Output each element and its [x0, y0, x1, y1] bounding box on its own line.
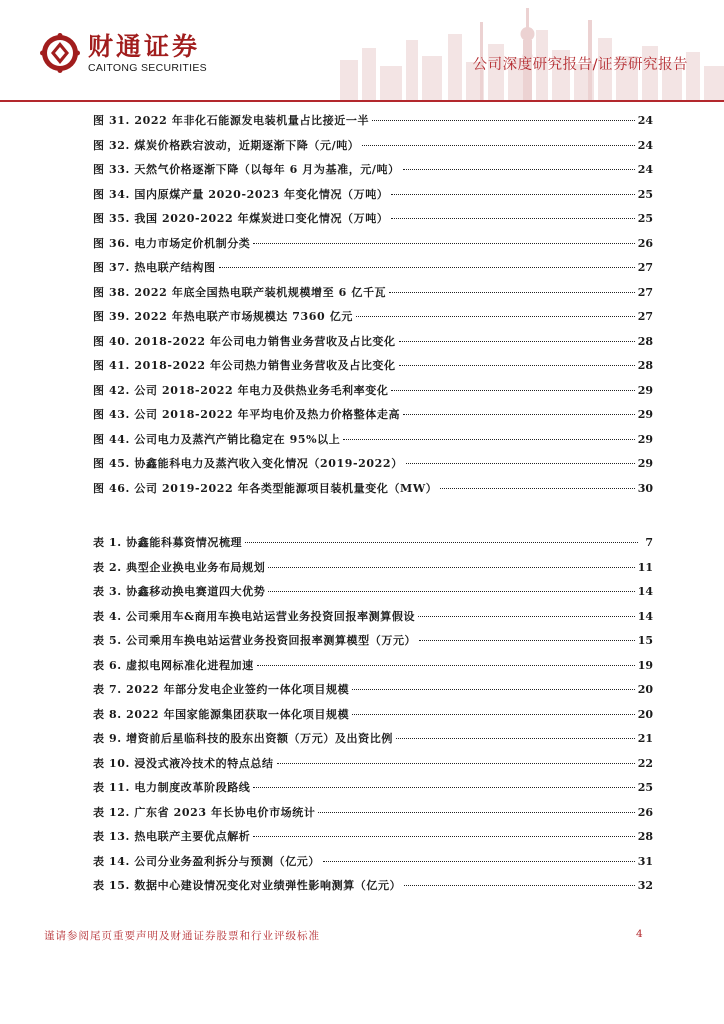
- toc-entry-table[interactable]: [93, 879, 653, 904]
- dot-leader: [343, 439, 634, 440]
- toc-page-number: 29: [637, 408, 653, 421]
- toc-page-number: 28: [637, 830, 653, 843]
- dot-leader: [404, 885, 634, 886]
- dot-leader: [253, 836, 634, 837]
- toc-page-number: 15: [637, 634, 653, 647]
- dot-leader: [356, 316, 635, 317]
- table-index-list: [93, 536, 653, 904]
- toc-entry-table[interactable]: [93, 683, 653, 708]
- toc-label: 表 1. 协鑫能科募资情况梳理: [93, 536, 243, 549]
- dot-leader: [352, 714, 635, 715]
- toc-page-number: 24: [637, 138, 653, 152]
- toc-entry-figure[interactable]: [93, 212, 653, 237]
- toc-label: 表 12. 广东省 2023 年长协电价市场统计: [93, 805, 316, 819]
- toc-entry-figure[interactable]: [93, 433, 653, 458]
- toc-entry-figure[interactable]: [93, 163, 653, 188]
- toc-entry-figure[interactable]: [93, 482, 653, 507]
- dot-leader: [440, 488, 634, 489]
- dot-leader: [403, 414, 635, 415]
- toc-page-number: 29: [637, 432, 653, 446]
- dot-leader: [253, 787, 634, 788]
- toc-page-number: 29: [637, 383, 653, 397]
- toc-page-number: 20: [637, 683, 653, 696]
- toc-label: 图 41. 2018-2022 年公司热力销售业务营收及占比变化: [93, 359, 396, 372]
- toc-label: 图 36. 电力市场定价机制分类: [93, 236, 251, 250]
- toc-entry-figure[interactable]: [93, 335, 653, 360]
- dot-leader: [396, 738, 635, 739]
- toc-entry-table[interactable]: [93, 830, 653, 855]
- dot-leader: [362, 145, 634, 146]
- toc-entry-table[interactable]: [93, 732, 653, 757]
- toc-entry-figure[interactable]: [93, 408, 653, 433]
- toc-entry-table[interactable]: [93, 806, 653, 831]
- toc-entry-table[interactable]: [93, 610, 653, 635]
- dot-leader: [391, 194, 634, 195]
- toc-page-number: 25: [637, 187, 653, 201]
- toc-label: 表 11. 电力制度改革阶段路线: [93, 781, 251, 794]
- page-number: 4: [636, 928, 643, 940]
- toc-page-number: 27: [637, 285, 653, 299]
- brand-name-cn: 财通证券: [88, 32, 201, 61]
- toc-entry-figure[interactable]: [93, 139, 653, 164]
- dot-leader: [389, 292, 635, 293]
- dot-leader: [399, 365, 635, 366]
- toc-label: 图 42. 公司 2018-2022 年电力及供热业务毛利率变化: [93, 383, 389, 397]
- figure-index-list: [93, 114, 653, 506]
- toc-label: 图 34. 国内原煤产量 2020-2023 年变化情况（万吨）: [93, 187, 389, 201]
- dot-leader: [318, 812, 634, 813]
- dot-leader: [268, 567, 634, 568]
- toc-entry-figure[interactable]: [93, 237, 653, 262]
- dot-leader: [352, 689, 635, 690]
- page-header: [0, 0, 724, 106]
- toc-entry-table[interactable]: [93, 708, 653, 733]
- report-type-label: 公司深度研究报告/证券研究报告: [472, 57, 688, 73]
- toc-page-number: 27: [637, 261, 653, 274]
- toc-page-number: 26: [637, 236, 653, 250]
- toc-label: 表 14. 公司分业务盈利拆分与预测（亿元）: [93, 854, 320, 868]
- toc-page-number: 30: [637, 481, 653, 495]
- toc-label: 表 5. 公司乘用车换电站运营业务投资回报率测算模型（万元）: [93, 634, 417, 647]
- toc-entry-figure[interactable]: [93, 188, 653, 213]
- dot-leader: [419, 640, 635, 641]
- toc-entry-table[interactable]: [93, 781, 653, 806]
- dot-leader: [418, 616, 635, 617]
- toc-entry-figure[interactable]: [93, 457, 653, 482]
- dot-leader: [219, 267, 635, 268]
- brand-logo: [40, 30, 215, 78]
- toc-page-number: 28: [637, 334, 653, 348]
- toc-label: 图 44. 公司电力及蒸汽产销比稳定在 95%以上: [93, 432, 341, 446]
- toc-entry-figure[interactable]: [93, 384, 653, 409]
- toc-page-number: 31: [637, 854, 653, 868]
- dot-leader: [399, 341, 635, 342]
- toc-entry-table[interactable]: [93, 757, 653, 782]
- toc-label: 表 2. 典型企业换电业务布局规划: [93, 560, 266, 574]
- toc-page-number: 32: [637, 879, 653, 892]
- toc-entry-table[interactable]: [93, 855, 653, 880]
- toc-label: 图 32. 煤炭价格跌宕波动，近期逐渐下降（元/吨）: [93, 138, 360, 152]
- dot-leader: [277, 763, 635, 764]
- dot-leader: [391, 390, 634, 391]
- header-divider: [0, 100, 724, 102]
- toc-label: 图 43. 公司 2018-2022 年平均电价及热力价格整体走高: [93, 408, 401, 421]
- toc-page-number: 28: [637, 359, 653, 372]
- footer-disclaimer: 谨请参阅尾页重要声明及财通证券股票和行业评级标准: [44, 930, 320, 942]
- toc-label: 表 10. 浸没式液冷技术的特点总结: [93, 756, 274, 770]
- toc-page-number: 14: [637, 585, 653, 598]
- toc-page-number: 20: [637, 707, 653, 721]
- toc-label: 表 9. 增资前后星临科技的股东出资额（万元）及出资比例: [93, 732, 393, 745]
- toc-entry-figure[interactable]: [93, 310, 653, 335]
- toc-page-number: 24: [637, 114, 653, 127]
- toc-entry-figure[interactable]: [93, 286, 653, 311]
- toc-entry-figure[interactable]: [93, 359, 653, 384]
- toc-page-number: 29: [637, 457, 653, 470]
- toc-label: 图 31. 2022 年非化石能源发电装机量占比接近一半: [93, 114, 370, 127]
- toc-label: 表 15. 数据中心建设情况变化对业绩弹性影响测算（亿元）: [93, 879, 402, 892]
- toc-label: 图 39. 2022 年热电联产市场规模达 7360 亿元: [93, 310, 353, 323]
- toc-page-number: 25: [637, 781, 653, 794]
- toc-page-number: 19: [637, 658, 653, 672]
- toc-page-number: 24: [637, 163, 653, 176]
- toc-page-number: 25: [637, 212, 653, 225]
- toc-entry-figure[interactable]: [93, 114, 653, 139]
- toc-label: 图 46. 公司 2019-2022 年各类型能源项目装机量变化（MW）: [93, 481, 438, 495]
- toc-page-number: 14: [637, 609, 653, 623]
- toc-label: 表 3. 协鑫移动换电赛道四大优势: [93, 585, 266, 598]
- caitong-logo-icon: [40, 33, 80, 73]
- dot-leader: [372, 120, 635, 121]
- toc-label: 表 13. 热电联产主要优点解析: [93, 830, 251, 843]
- dot-leader: [403, 169, 635, 170]
- toc-label: 图 40. 2018-2022 年公司电力销售业务营收及占比变化: [93, 334, 396, 348]
- toc-label: 图 35. 我国 2020-2022 年煤炭进口变化情况（万吨）: [93, 212, 389, 225]
- toc-entry-figure[interactable]: [93, 261, 653, 286]
- dot-leader: [406, 463, 635, 464]
- dot-leader: [391, 218, 634, 219]
- toc-page-number: 22: [637, 756, 653, 770]
- toc-label: 表 4. 公司乘用车&商用车换电站运营业务投资回报率测算假设: [93, 609, 416, 623]
- toc-entry-table[interactable]: [93, 561, 653, 586]
- toc-label: 图 33. 天然气价格逐渐下降（以每年 6 月为基准，元/吨）: [93, 163, 400, 176]
- toc-entry-table[interactable]: [93, 585, 653, 610]
- dot-leader: [257, 665, 635, 666]
- toc-label: 图 37. 热电联产结构图: [93, 261, 216, 274]
- toc-page-number: 7: [645, 536, 653, 549]
- toc-page-number: 11: [637, 560, 653, 574]
- toc-entry-table[interactable]: [93, 536, 653, 561]
- toc-label: 图 38. 2022 年底全国热电联产装机规模增至 6 亿千瓦: [93, 285, 387, 299]
- toc-entry-table[interactable]: [93, 634, 653, 659]
- toc-page-number: 21: [637, 732, 653, 745]
- dot-leader: [253, 243, 634, 244]
- toc-label: 表 7. 2022 年部分发电企业签约一体化项目规模: [93, 683, 350, 696]
- toc-label: 图 45. 协鑫能科电力及蒸汽收入变化情况（2019-2022）: [93, 457, 403, 470]
- toc-label: 表 6. 虚拟电网标准化进程加速: [93, 658, 254, 672]
- brand-name-en: CAITONG SECURITIES: [88, 62, 207, 74]
- toc-entry-table[interactable]: [93, 659, 653, 684]
- toc-label: 表 8. 2022 年国家能源集团获取一体化项目规模: [93, 707, 350, 721]
- dot-leader: [323, 861, 635, 862]
- dot-leader: [245, 542, 638, 543]
- dot-leader: [268, 591, 634, 592]
- city-skyline-graphic: [330, 0, 724, 102]
- toc-page-number: 26: [637, 805, 653, 819]
- toc-page-number: 27: [637, 310, 653, 323]
